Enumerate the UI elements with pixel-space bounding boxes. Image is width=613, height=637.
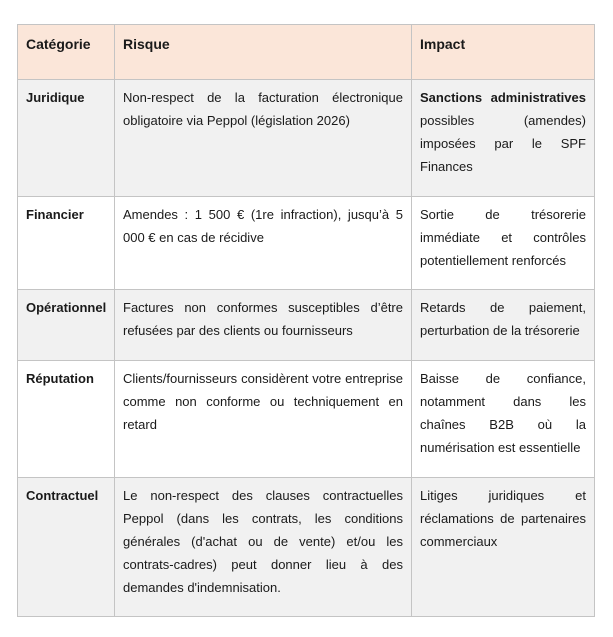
table-row xyxy=(18,478,595,617)
impact-text: Sortie de trésorerie immédiate et contrôles potentiellement renforcés xyxy=(420,207,586,268)
impact-text: Litiges juridiques et réclamations de partenaires commerciaux xyxy=(420,488,586,549)
row-category: Contractuel xyxy=(18,478,115,617)
table-row xyxy=(18,197,595,290)
risk-table xyxy=(17,24,595,617)
row-risk: Le non-respect des clauses contractuelles Peppol (dans les contrats, les conditions générales (d'achat ou de vente) et/ou les contrats-cadres) peut donner lieu à des demandes d'indemnisation. xyxy=(115,478,412,617)
row-risk: Amendes : 1 500 € (1re infraction), jusqu’à 5 000 € en cas de récidive xyxy=(115,197,412,290)
header-category: Catégorie xyxy=(18,25,115,80)
impact-text: Baisse de confiance, notamment dans les chaînes B2B où la numérisation est essentielle xyxy=(420,371,586,455)
impact-text: Retards de paiement, perturbation de la trésorerie xyxy=(420,300,586,338)
row-impact xyxy=(412,478,595,617)
table-row xyxy=(18,361,595,478)
table-header-row xyxy=(18,25,595,80)
table-row xyxy=(18,80,595,197)
row-category: Opérationnel xyxy=(18,290,115,361)
header-impact: Impact xyxy=(412,25,595,80)
row-category: Juridique xyxy=(18,80,115,197)
row-risk: Clients/fournisseurs considèrent votre entreprise comme non conforme ou techniquement en retard xyxy=(115,361,412,478)
row-impact xyxy=(412,290,595,361)
row-impact xyxy=(412,80,595,197)
row-impact xyxy=(412,197,595,290)
row-risk: Factures non conformes susceptibles d’être refusées par des clients ou fournisseurs xyxy=(115,290,412,361)
row-risk: Non-respect de la facturation électronique obligatoire via Peppol (législation 2026) xyxy=(115,80,412,197)
row-impact xyxy=(412,361,595,478)
row-category: Financier xyxy=(18,197,115,290)
row-category: Réputation xyxy=(18,361,115,478)
impact-bold-text: Sanctions administratives xyxy=(420,90,586,105)
impact-text: possibles (amendes) imposées par le SPF Finances xyxy=(420,113,586,174)
header-risk: Risque xyxy=(115,25,412,80)
table-row xyxy=(18,290,595,361)
